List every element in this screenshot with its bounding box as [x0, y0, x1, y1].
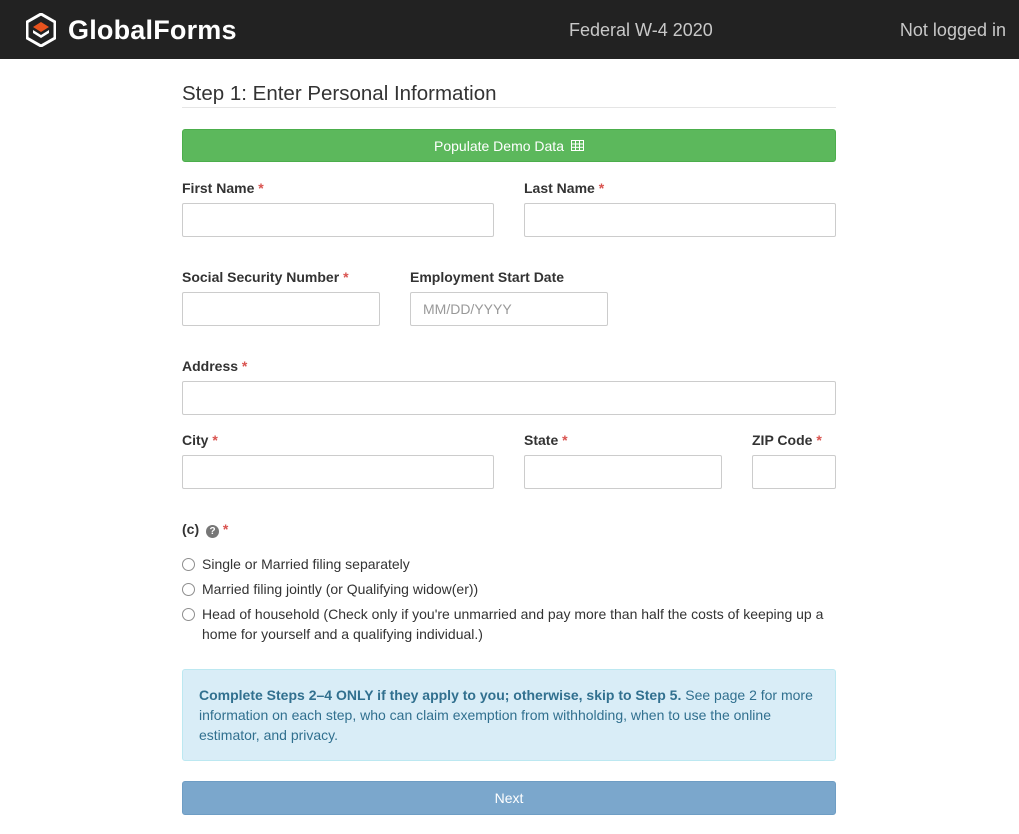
radio-label: Single or Married filing separately: [202, 556, 410, 572]
divider: [182, 107, 836, 108]
info-alert-text: See page 2 for more information on each step, who can claim exemption from withholding, when to use the online estimator, and privacy.: [199, 687, 813, 743]
radio-button[interactable]: [182, 608, 195, 621]
last-name-label: Last Name *: [524, 180, 605, 196]
city-input[interactable]: [182, 455, 494, 489]
required-marker: *: [222, 521, 229, 537]
table-icon: [571, 140, 584, 151]
state-label: State *: [524, 432, 568, 448]
filing-status-option-single[interactable]: [182, 554, 834, 574]
zip-input[interactable]: [752, 455, 836, 489]
brand[interactable]: [26, 12, 237, 48]
zip-label: ZIP Code *: [752, 432, 822, 448]
radio-button[interactable]: [182, 558, 195, 571]
address-label: Address *: [182, 358, 248, 374]
filing-status-label: (c) ? *: [182, 521, 229, 537]
radio-button[interactable]: [182, 583, 195, 596]
form-container: [182, 59, 836, 834]
required-marker: *: [562, 432, 568, 448]
required-marker: *: [816, 432, 822, 448]
filing-status-option-married-jointly[interactable]: [182, 579, 834, 599]
populate-demo-data-label: Populate Demo Data: [434, 137, 564, 154]
radio-label: Head of household (Check only if you're unmarried and pay more than half the costs of keeping up a home for yourself and a qualifying individual.): [202, 606, 824, 642]
info-alert-bold: Complete Steps 2–4 ONLY if they apply to you; otherwise, skip to Step 5.: [199, 687, 682, 703]
login-status: Not logged in: [899, 20, 1006, 40]
next-button-label: Next: [494, 790, 524, 806]
ssn-label: Social Security Number *: [182, 269, 349, 285]
next-button[interactable]: [182, 781, 836, 815]
populate-demo-data-button[interactable]: [182, 129, 836, 162]
city-label: City *: [182, 432, 218, 448]
top-navbar: [0, 0, 1019, 59]
start-date-label: Employment Start Date: [410, 269, 565, 285]
ssn-input[interactable]: [182, 292, 380, 326]
state-input[interactable]: [524, 455, 722, 489]
required-marker: *: [598, 180, 605, 196]
first-name-label: First Name *: [182, 180, 264, 196]
required-marker: *: [212, 432, 218, 448]
globalforms-logo-icon: [26, 13, 56, 47]
required-marker: *: [343, 269, 349, 285]
required-marker: *: [258, 180, 264, 196]
question-circle-icon[interactable]: ?: [206, 525, 219, 538]
first-name-input[interactable]: [182, 203, 494, 237]
step-title: Step 1: Enter Personal Information: [182, 82, 497, 105]
filing-status-option-head-of-household[interactable]: [182, 604, 834, 644]
info-alert: [182, 669, 836, 761]
brand-name: GlobalForms: [68, 14, 237, 45]
form-title: Federal W-4 2020: [569, 20, 713, 40]
start-date-input[interactable]: [410, 292, 608, 326]
last-name-input[interactable]: [524, 203, 836, 237]
address-input[interactable]: [182, 381, 836, 415]
radio-label: Married filing jointly (or Qualifying widow(er)): [202, 581, 479, 597]
required-marker: *: [241, 358, 248, 374]
